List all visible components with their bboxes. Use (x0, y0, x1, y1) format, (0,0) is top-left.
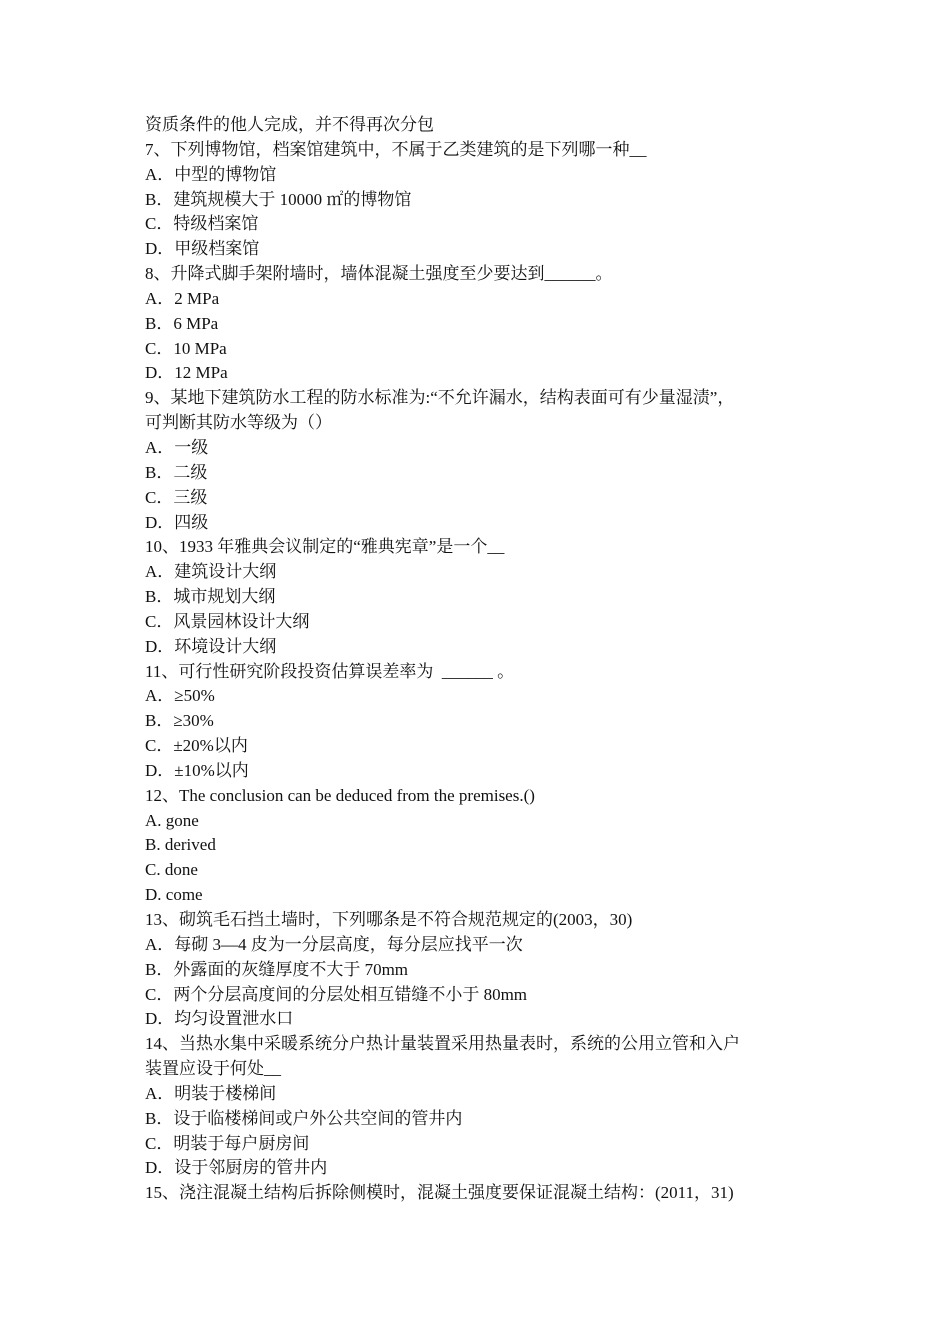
text-line: D．均匀设置泄水口 (145, 1009, 294, 1029)
text-line: C．三级 (145, 487, 208, 507)
text-line: C．±20%以内 (145, 736, 248, 756)
text-line: D．12 MPa (145, 363, 228, 383)
text-line: 15、浇注混凝土结构后拆除侧模时，混凝土强度要保证混凝土结构：(2011，31) (145, 1183, 734, 1203)
text-line: B．城市规划大纲 (145, 587, 276, 607)
text-line: 12、The conclusion can be deduced from the premises.() (145, 785, 535, 805)
text-line: B．建筑规模大于 10000 ㎡的博物馆 (145, 189, 412, 209)
text-line: 8、升降式脚手架附墙时，墙体混凝土强度至少要达到______。 (145, 264, 613, 284)
text-line: C．10 MPa (145, 338, 227, 358)
text-line: 13、砌筑毛石挡土墙时，下列哪条是不符合规范规定的(2003，30) (145, 910, 633, 929)
text-line: A．2 MPa (145, 288, 220, 308)
text-line: 14、当热水集中采暖系统分户热计量装置采用热量表时，系统的公用立管和入户 (145, 1034, 740, 1054)
text-line: 7、下列博物馆，档案馆建筑中，不属于乙类建筑的是下列哪一种__ (145, 139, 647, 159)
text-line: A．一级 (145, 437, 209, 457)
text-line: 资质条件的他人完成，并不得再次分包 (145, 115, 434, 134)
text-line: D．四级 (145, 512, 209, 532)
text-line: A．建筑设计大纲 (145, 562, 277, 582)
text-line: 9、某地下建筑防水工程的防水标准为:“不允许漏水，结构表面可有少量湿渍”， (145, 388, 735, 408)
text-line: D. come (145, 885, 203, 905)
text-line: D．环境设计大纲 (145, 636, 277, 656)
text-line: A．≥50% (145, 686, 215, 706)
text-line: A．中型的博物馆 (145, 164, 277, 184)
text-line: 10、1933 年雅典会议制定的“雅典宪章”是一个__ (145, 537, 505, 557)
text-line: D．±10%以内 (145, 760, 249, 780)
text-line: B．二级 (145, 462, 208, 482)
text-line: 装置应设于何处__ (145, 1059, 281, 1079)
text-line: A. gone (145, 810, 199, 830)
text-line: C．风景园林设计大纲 (145, 611, 310, 631)
text-line: A．每砌 3—4 皮为一分层高度，每分层应找平一次 (145, 934, 523, 954)
text-line: B．≥30% (145, 711, 214, 731)
text-line: B. derived (145, 835, 216, 855)
text-line: 可判断其防水等级为（） (145, 413, 332, 433)
text-line: C．两个分层高度间的分层处相互错缝不小于 80mm (145, 984, 528, 1004)
text-line: B．设于临楼梯间或户外公共空间的管井内 (145, 1108, 463, 1128)
text-line: 11、可行性研究阶段投资估算误差率为 ______ 。 (145, 661, 515, 681)
text-line: B．6 MPa (145, 313, 219, 333)
text-line: D．设于邻厨房的管井内 (145, 1158, 328, 1178)
text-line: A．明装于楼梯间 (145, 1083, 277, 1103)
document-body (145, 113, 825, 1206)
text-line: C. done (145, 860, 198, 880)
text-line: B．外露面的灰缝厚度不大于 70mm (145, 959, 409, 979)
text-line: C．明装于每户厨房间 (145, 1133, 310, 1153)
text-line: D．甲级档案馆 (145, 239, 260, 259)
text-line: C．特级档案馆 (145, 214, 259, 234)
